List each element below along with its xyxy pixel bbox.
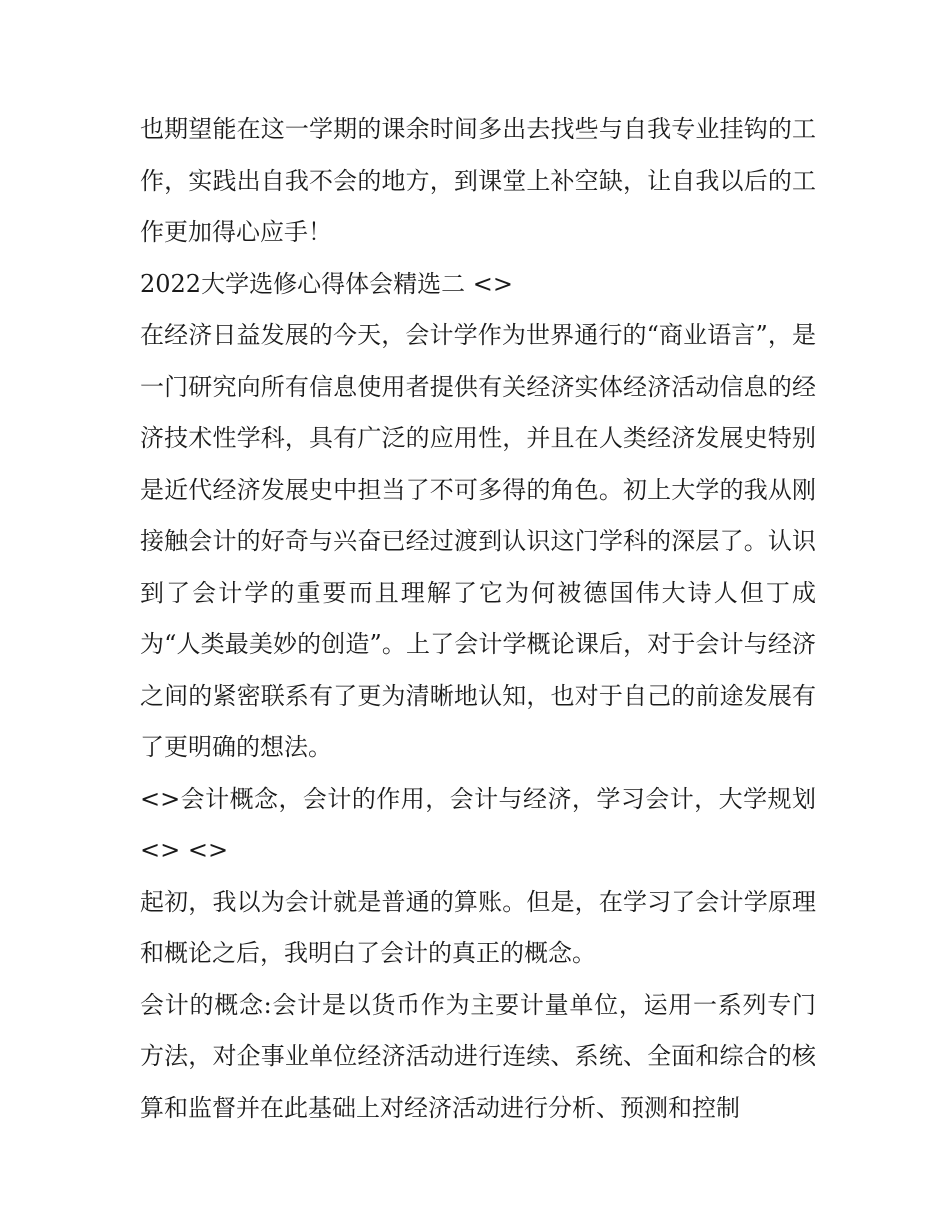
paragraph-definition: 会计的概念:会计是以货币作为主要计量单位，运用一系列专门方法，对企事业单位经济活动进行连续、系统、全面和综合的核算和监督并在此基础上对经济活动进行分析、预测和控制	[140, 990, 816, 1122]
document-body	[140, 104, 816, 1134]
section-heading: 2022大学选修心得体会精选二 <>	[140, 269, 513, 298]
keywords-line: <>会计概念，会计的作用，会计与经济，学习会计，大学规划 <> <>	[140, 784, 816, 864]
paragraph-initial-view: 起初，我以为会计就是普通的算账。但是，在学习了会计学原理和概论之后，我明白了会计的真正的概念。	[140, 887, 816, 967]
paragraph-continuation: 也期望能在这一学期的课余时间多出去找些与自我专业挂钩的工作，实践出自我不会的地方，到课堂上补空缺，让自我以后的工作更加得心应手！	[140, 115, 816, 246]
paragraph-intro: 在经济日益发展的今天，会计学作为世界通行的“商业语言”，是一门研究向所有信息使用者提供有关经济实体经济活动信息的经济技术性学科，具有广泛的应用性，并且在人类经济发展史特别是近代经济发展史中担当了不可多得的角色。初上大学的我从刚接触会计的好奇与兴奋已经过渡到认识这门学科的深层了。认识到了会计学的重要而且理解了它为何被德国伟大诗人但丁成为“人类最美妙的创造”。上了会计学概论课后，对于会计与经济之间的紧密联系有了更为清晰地认知，也对于自己的前途发展有了更明确的想法。	[140, 321, 816, 761]
